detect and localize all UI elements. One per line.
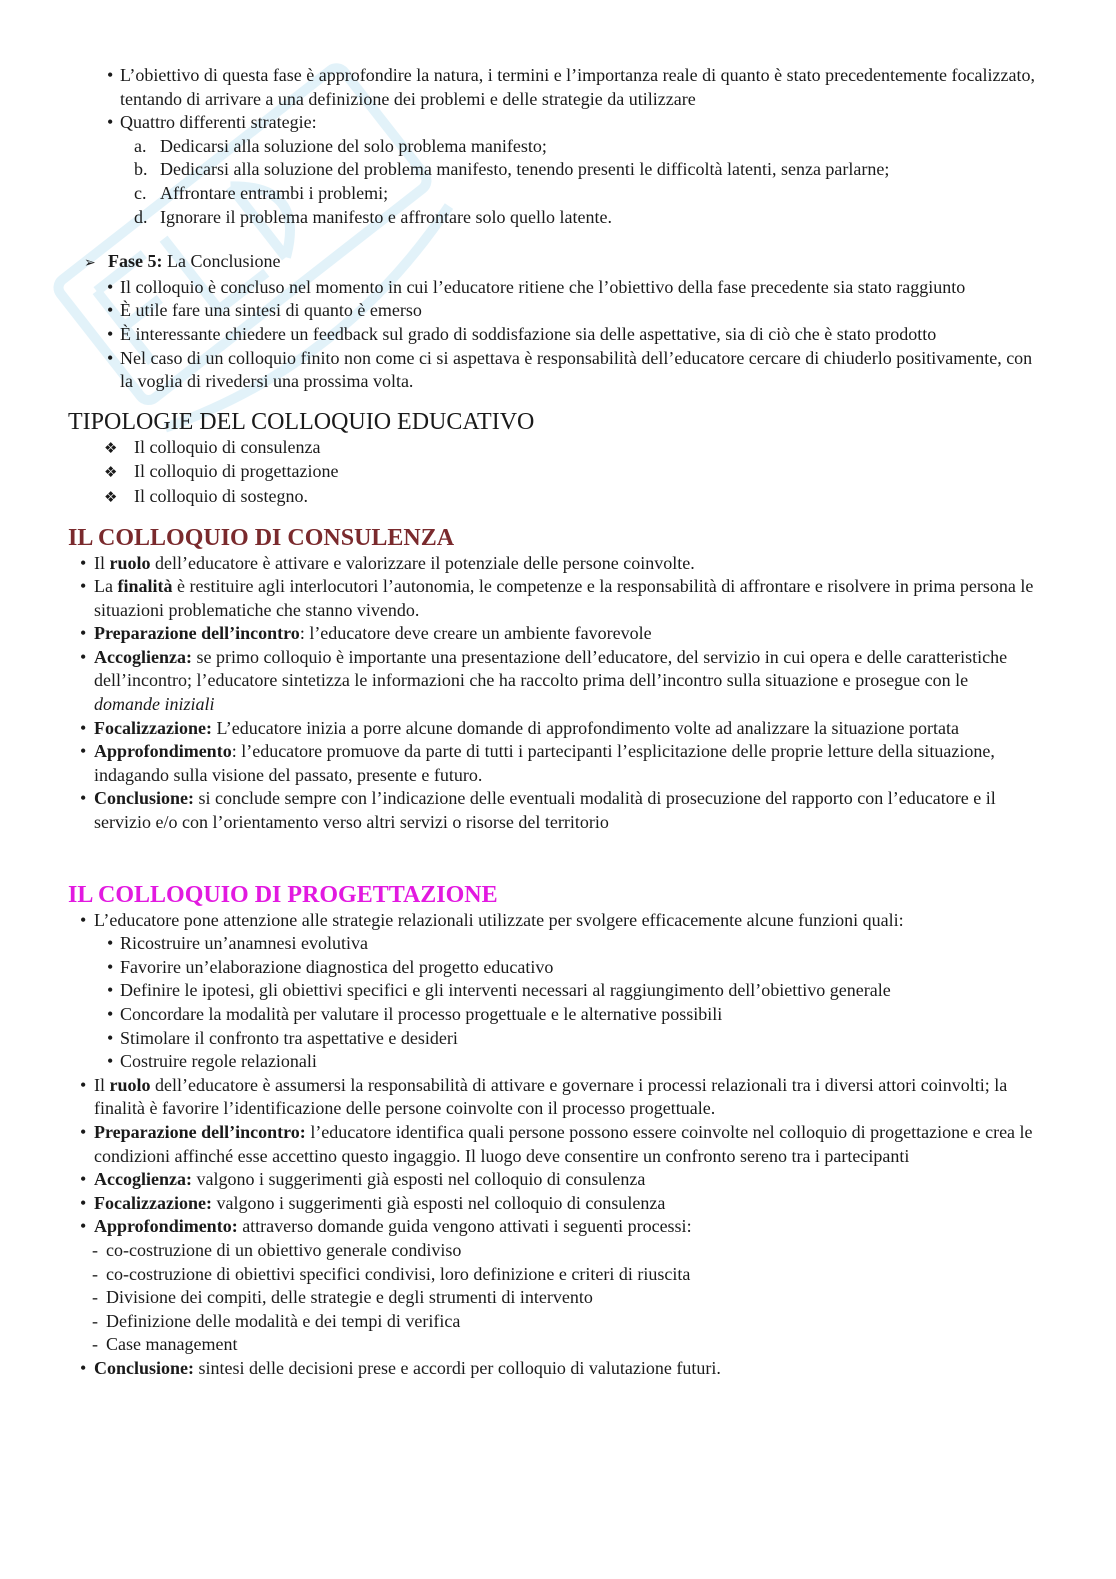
list-item: • Ricostruire un’anamnesi evolutiva bbox=[120, 932, 1036, 956]
list-item: • Conclusione: si conclude sempre con l’indicazione delle eventuali modalità di prosecuzione del rapporto con l’educatore e il servizio e/o con l’orientamento verso altri servizi o risorse del territorio bbox=[94, 787, 1036, 834]
list-item: - co-costruzione di obiettivi specifici condivisi, loro definizione e criteri di riuscita bbox=[93, 1263, 1116, 1287]
list-item: ❖ Il colloquio di progettazione bbox=[104, 460, 1116, 485]
list-item: ❖ Il colloquio di sostegno. bbox=[104, 485, 1116, 510]
list-item: • Costruire regole relazionali bbox=[120, 1050, 1036, 1074]
intro-bullet-list bbox=[120, 64, 1036, 135]
list-item: • È utile fare una sintesi di quanto è emerso bbox=[120, 299, 1036, 323]
consulenza-heading: IL COLLOQUIO DI CONSULENZA bbox=[68, 524, 455, 551]
list-item: b. Dedicarsi alla soluzione del problema manifesto, tenendo presenti le difficoltà latenti, senza parlarne; bbox=[134, 159, 890, 180]
fase5-heading: ➢ Fase 5: La Conclusione bbox=[84, 250, 1116, 276]
list-item: ❖ Il colloquio di consulenza bbox=[104, 436, 1116, 461]
tipologie-list bbox=[104, 436, 1116, 510]
list-item: • La finalità è restituire agli interlocutori l’autonomia, le competenze e la responsabilità di affrontare e risolvere in prima persona le situazioni problematiche che stanno vivendo. bbox=[94, 575, 1036, 622]
progettazione-bullet-list bbox=[94, 909, 1036, 933]
fase5-bullet-list bbox=[120, 276, 1036, 394]
list-item: • Nel caso di un colloquio finito non come ci si aspettava è responsabilità dell’educatore cercare di chiuderlo positivamente, con la voglia di rivedersi una prossima volta. bbox=[120, 347, 1036, 394]
list-item: a. Dedicarsi alla soluzione del solo problema manifesto; bbox=[134, 135, 547, 156]
list-item: • Il ruolo dell’educatore è assumersi la responsabilità di attivare e governare i processi relazionali tra i diversi attori coinvolti; la finalità è favorire l’identificazione delle persone coinvolte con il processo progettuale. bbox=[94, 1074, 1036, 1121]
list-item: • Approfondimento: attraverso domande guida vengono attivati i seguenti processi: bbox=[94, 1215, 1036, 1239]
list-item: • Approfondimento: l’educatore promuove da parte di tutti i partecipanti l’esplicitazione delle proprie letture della situazione, indagando sulla visione del passato, presente e futuro. bbox=[94, 740, 1036, 787]
list-item: • Stimolare il confronto tra aspettative e desideri bbox=[120, 1027, 1036, 1051]
list-item: • Concordare la modalità per valutare il processo progettuale e le alternative possibili bbox=[120, 1003, 1036, 1027]
list-item: • Focalizzazione: valgono i suggerimenti già esposti nel colloquio di consulenza bbox=[94, 1192, 1036, 1216]
list-item: • Quattro differenti strategie: bbox=[120, 111, 1036, 135]
functions-list bbox=[120, 932, 1036, 1074]
progettazione-heading: IL COLLOQUIO DI PROGETTAZIONE bbox=[68, 881, 498, 908]
list-item: - Divisione dei compiti, delle strategie e degli strumenti di intervento bbox=[93, 1286, 1116, 1310]
diamond-bullet-icon: ❖ bbox=[104, 463, 118, 482]
list-item: d. Ignorare il problema manifesto e affrontare solo quello latente. bbox=[134, 206, 612, 227]
progettazione-phase-list bbox=[94, 1074, 1036, 1239]
list-item: • Il ruolo dell’educatore è attivare e valorizzare il potenziale delle persone coinvolte. bbox=[94, 552, 1036, 576]
progettazione-conclusion-list bbox=[94, 1357, 1036, 1381]
processes-list bbox=[106, 1239, 1116, 1357]
list-item: • L’educatore pone attenzione alle strategie relazionali utilizzate per svolgere efficacemente alcune funzioni quali: bbox=[94, 909, 1036, 933]
list-item: • È interessante chiedere un feedback sul grado di soddisfazione sia delle aspettative, sia di ciò che è stato prodotto bbox=[120, 323, 1036, 347]
list-item: - co-costruzione di un obiettivo generale condiviso bbox=[93, 1239, 1116, 1263]
list-item: • Focalizzazione: L’educatore inizia a porre alcune domande di approfondimento volte ad analizzare la situazione portata bbox=[94, 717, 1036, 741]
list-item: • Preparazione dell’incontro: l’educatore deve creare un ambiente favorevole bbox=[94, 622, 1036, 646]
list-item: • Favorire un’elaborazione diagnostica del progetto educativo bbox=[120, 956, 1036, 980]
list-item: • Preparazione dell’incontro: l’educatore identifica quali persone possono essere coinvolte nel colloquio di progettazione e crea le condizioni affinché esse accettino questo ingaggio. Il luogo deve consentire un confronto sereno tra i partecipanti bbox=[94, 1121, 1036, 1168]
list-item: • Accoglienza: valgono i suggerimenti già esposti nel colloquio di consulenza bbox=[94, 1168, 1036, 1192]
list-item: • Conclusione: sintesi delle decisioni prese e accordi per colloquio di valutazione futuri. bbox=[94, 1357, 1036, 1381]
list-item: - Definizione delle modalità e dei tempi di verifica bbox=[93, 1310, 1116, 1334]
diamond-bullet-icon: ❖ bbox=[104, 487, 118, 506]
list-item: • L’obiettivo di questa fase è approfondire la natura, i termini e l’importanza reale di quanto è stato precedentemente focalizzato, tentando di arrivare a una definizione dei problemi e delle strategie da utilizzare bbox=[120, 64, 1036, 111]
strategies-list bbox=[134, 135, 1116, 229]
diamond-bullet-icon: ❖ bbox=[104, 438, 118, 457]
list-item: • Accoglienza: se primo colloquio è importante una presentazione dell’educatore, del servizio in cui opera e delle caratteristiche dell’incontro; l’educatore sintetizza le informazioni che ha raccolto prima dell’incontro sulla situazione e prosegue con le domande iniziali bbox=[94, 646, 1036, 717]
arrow-bullet-icon: ➢ bbox=[84, 255, 96, 272]
tipologie-title: TIPOLOGIE DEL COLLOQUIO EDUCATIVO bbox=[68, 408, 535, 435]
list-item: - Case management bbox=[93, 1333, 1116, 1357]
list-item: • Il colloquio è concluso nel momento in cui l’educatore ritiene che l’obiettivo della fase precedente sia stato raggiunto bbox=[120, 276, 1036, 300]
consulenza-bullet-list bbox=[94, 552, 1036, 835]
list-item: • Definire le ipotesi, gli obiettivi specifici e gli interventi necessari al raggiungimento dell’obiettivo generale bbox=[120, 979, 1036, 1003]
document-page bbox=[0, 64, 1116, 1381]
list-item: c. Affrontare entrambi i problemi; bbox=[134, 182, 389, 203]
